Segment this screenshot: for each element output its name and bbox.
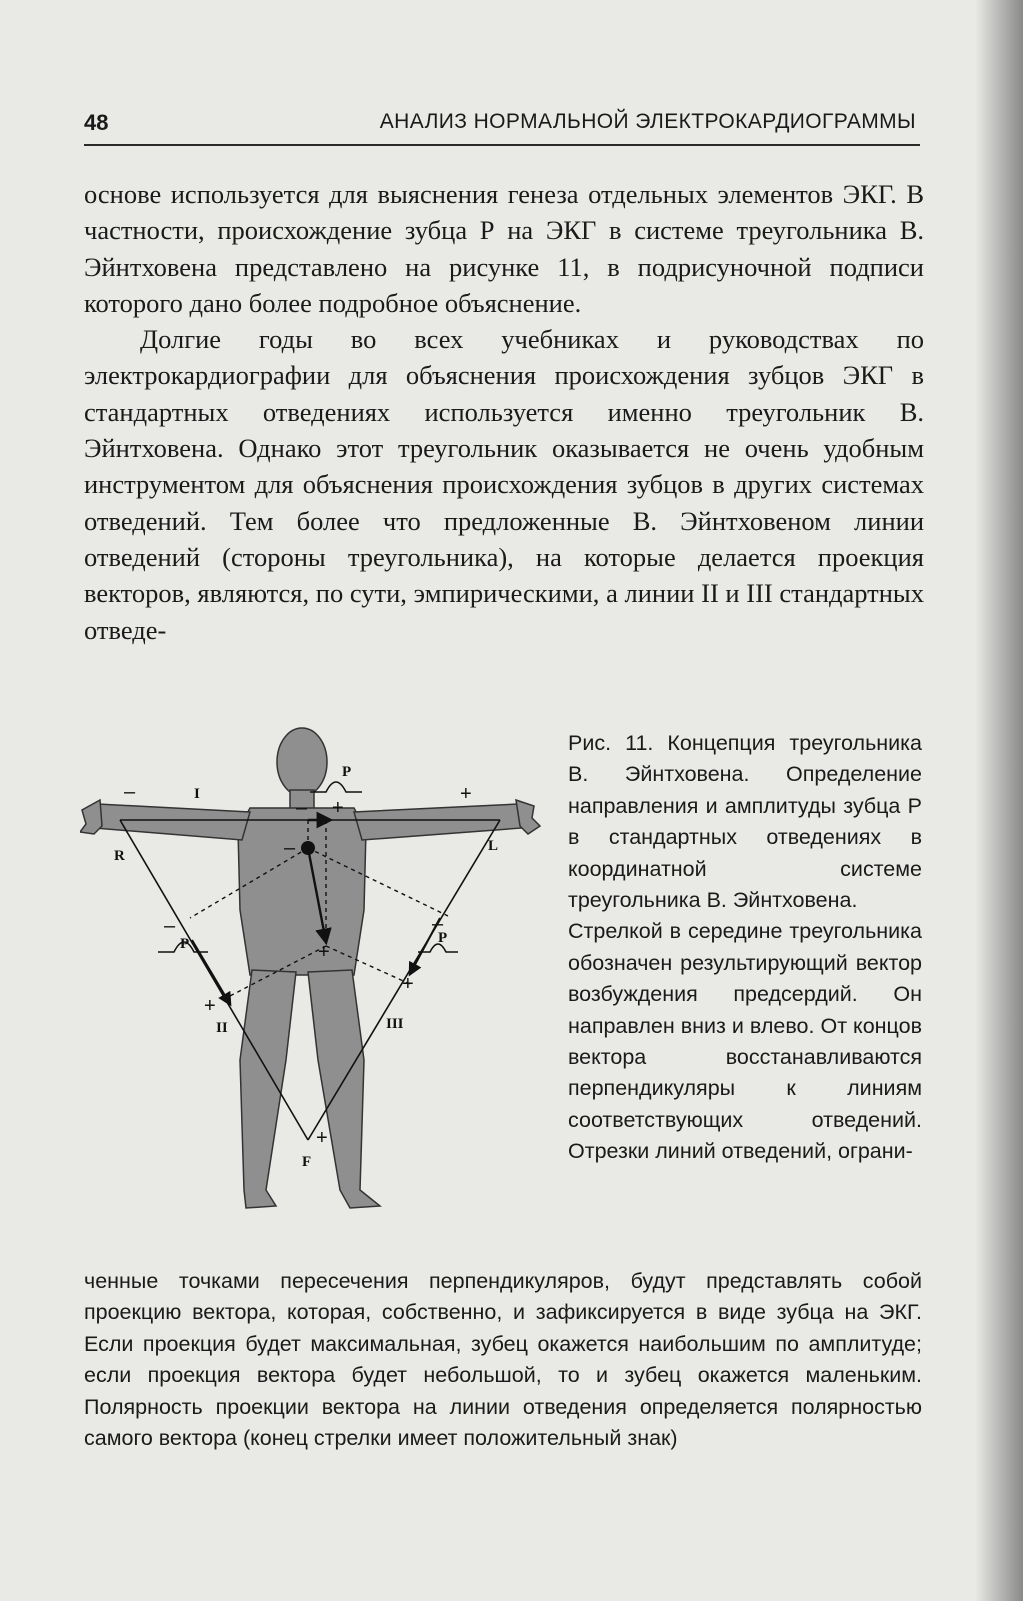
paragraph-1: основе используется для выяснения генеза отдельных элементов ЭКГ. В частности, происхождение зубца Р на ЭКГ в системе треугольника В. Эйнтховена представлено на рисунке 11, в подрисуночной подписи которого дано более подробное объяснение. <box>84 179 924 318</box>
page-header <box>84 104 920 146</box>
label-r: R <box>114 848 125 864</box>
sign-minus-lead-iii: – <box>432 913 444 935</box>
label-lead-i: I <box>194 786 200 802</box>
figure-caption <box>568 728 922 1168</box>
figure-svg <box>80 720 550 1240</box>
caption-title: Рис. 11. Концепция треугольника В. Эйнтховена. Определение направления и амплитуды зубца Р в стандартных отведениях в координатной системе треугольника В. Эйнтховена. <box>568 731 922 913</box>
label-p-lead-ii: P <box>180 936 190 952</box>
sign-plus-lead-i-center: + <box>332 797 344 819</box>
caption-text-part1: Стрелкой в середине треугольника обозначен результирующий вектор возбуждения предсердий. Он направлен вниз и влево. От концов вектора восстанавливаются перпендикуляры к линиям соответствующих отведений. Отрезки линий отведений, ограни- <box>568 919 922 1164</box>
sign-minus-lead-ii: – <box>164 915 176 937</box>
caption-text-part2: ченные точками пересечения перпендикуляров, будут представлять собой проекцию вектора, которая, собственно, и зафиксируется в виде зубца на ЭКГ. Если проекция будет максимальная, зубец окажется наибольшим по амплитуде; если проекция вектора будет небольшой, то и зубец окажется маленьким. Полярность проекции вектора на линии отведения определяется полярностью самого вектора (конец стрелки имеет положительный знак) <box>84 1269 922 1451</box>
page-edge-shadow <box>975 0 1023 1601</box>
sign-plus-f: + <box>316 1127 328 1149</box>
sign-minus-lead-i: – <box>124 781 136 803</box>
label-lead-ii: II <box>216 1020 228 1036</box>
sign-plus-lead-ii: + <box>204 995 216 1017</box>
running-head: АНАЛИЗ НОРМАЛЬНОЙ ЭЛЕКТРОКАРДИОГРАММЫ <box>379 110 916 133</box>
sign-minus-vector: – <box>284 837 296 859</box>
page-number: 48 <box>84 110 109 135</box>
paragraph-2: Долгие годы во всех учебниках и руководствах по электрокардиографии для объяснения происхождения зубцов ЭКГ в стандартных отведениях используется именно треугольник В. Эйнтховена. Однако этот треугольник оказывается не очень удобным инструментом для объяснения происхождения зубцов в других системах отведений. Тем более что предложенные В. Эйнтховеном линии отведений (стороны треугольника), на которые делается проекция векторов, являются, по сути, эмпирическими, а линии II и III стандартных отведе- <box>84 324 924 645</box>
label-lead-iii: III <box>386 1016 404 1032</box>
label-p-lead-i: P <box>342 764 352 780</box>
sign-plus-vector: + <box>318 941 330 963</box>
body-text <box>84 176 924 648</box>
sign-plus-lead-i: + <box>460 783 472 805</box>
figure-caption-continued <box>84 1266 922 1454</box>
sign-plus-lead-iii: + <box>402 973 414 995</box>
label-l: L <box>488 838 499 854</box>
sign-minus-lead-i-center: – <box>296 797 308 819</box>
label-p-lead-iii: P <box>438 930 448 946</box>
einthoven-triangle-figure <box>80 720 550 1240</box>
label-f: F <box>302 1154 312 1170</box>
